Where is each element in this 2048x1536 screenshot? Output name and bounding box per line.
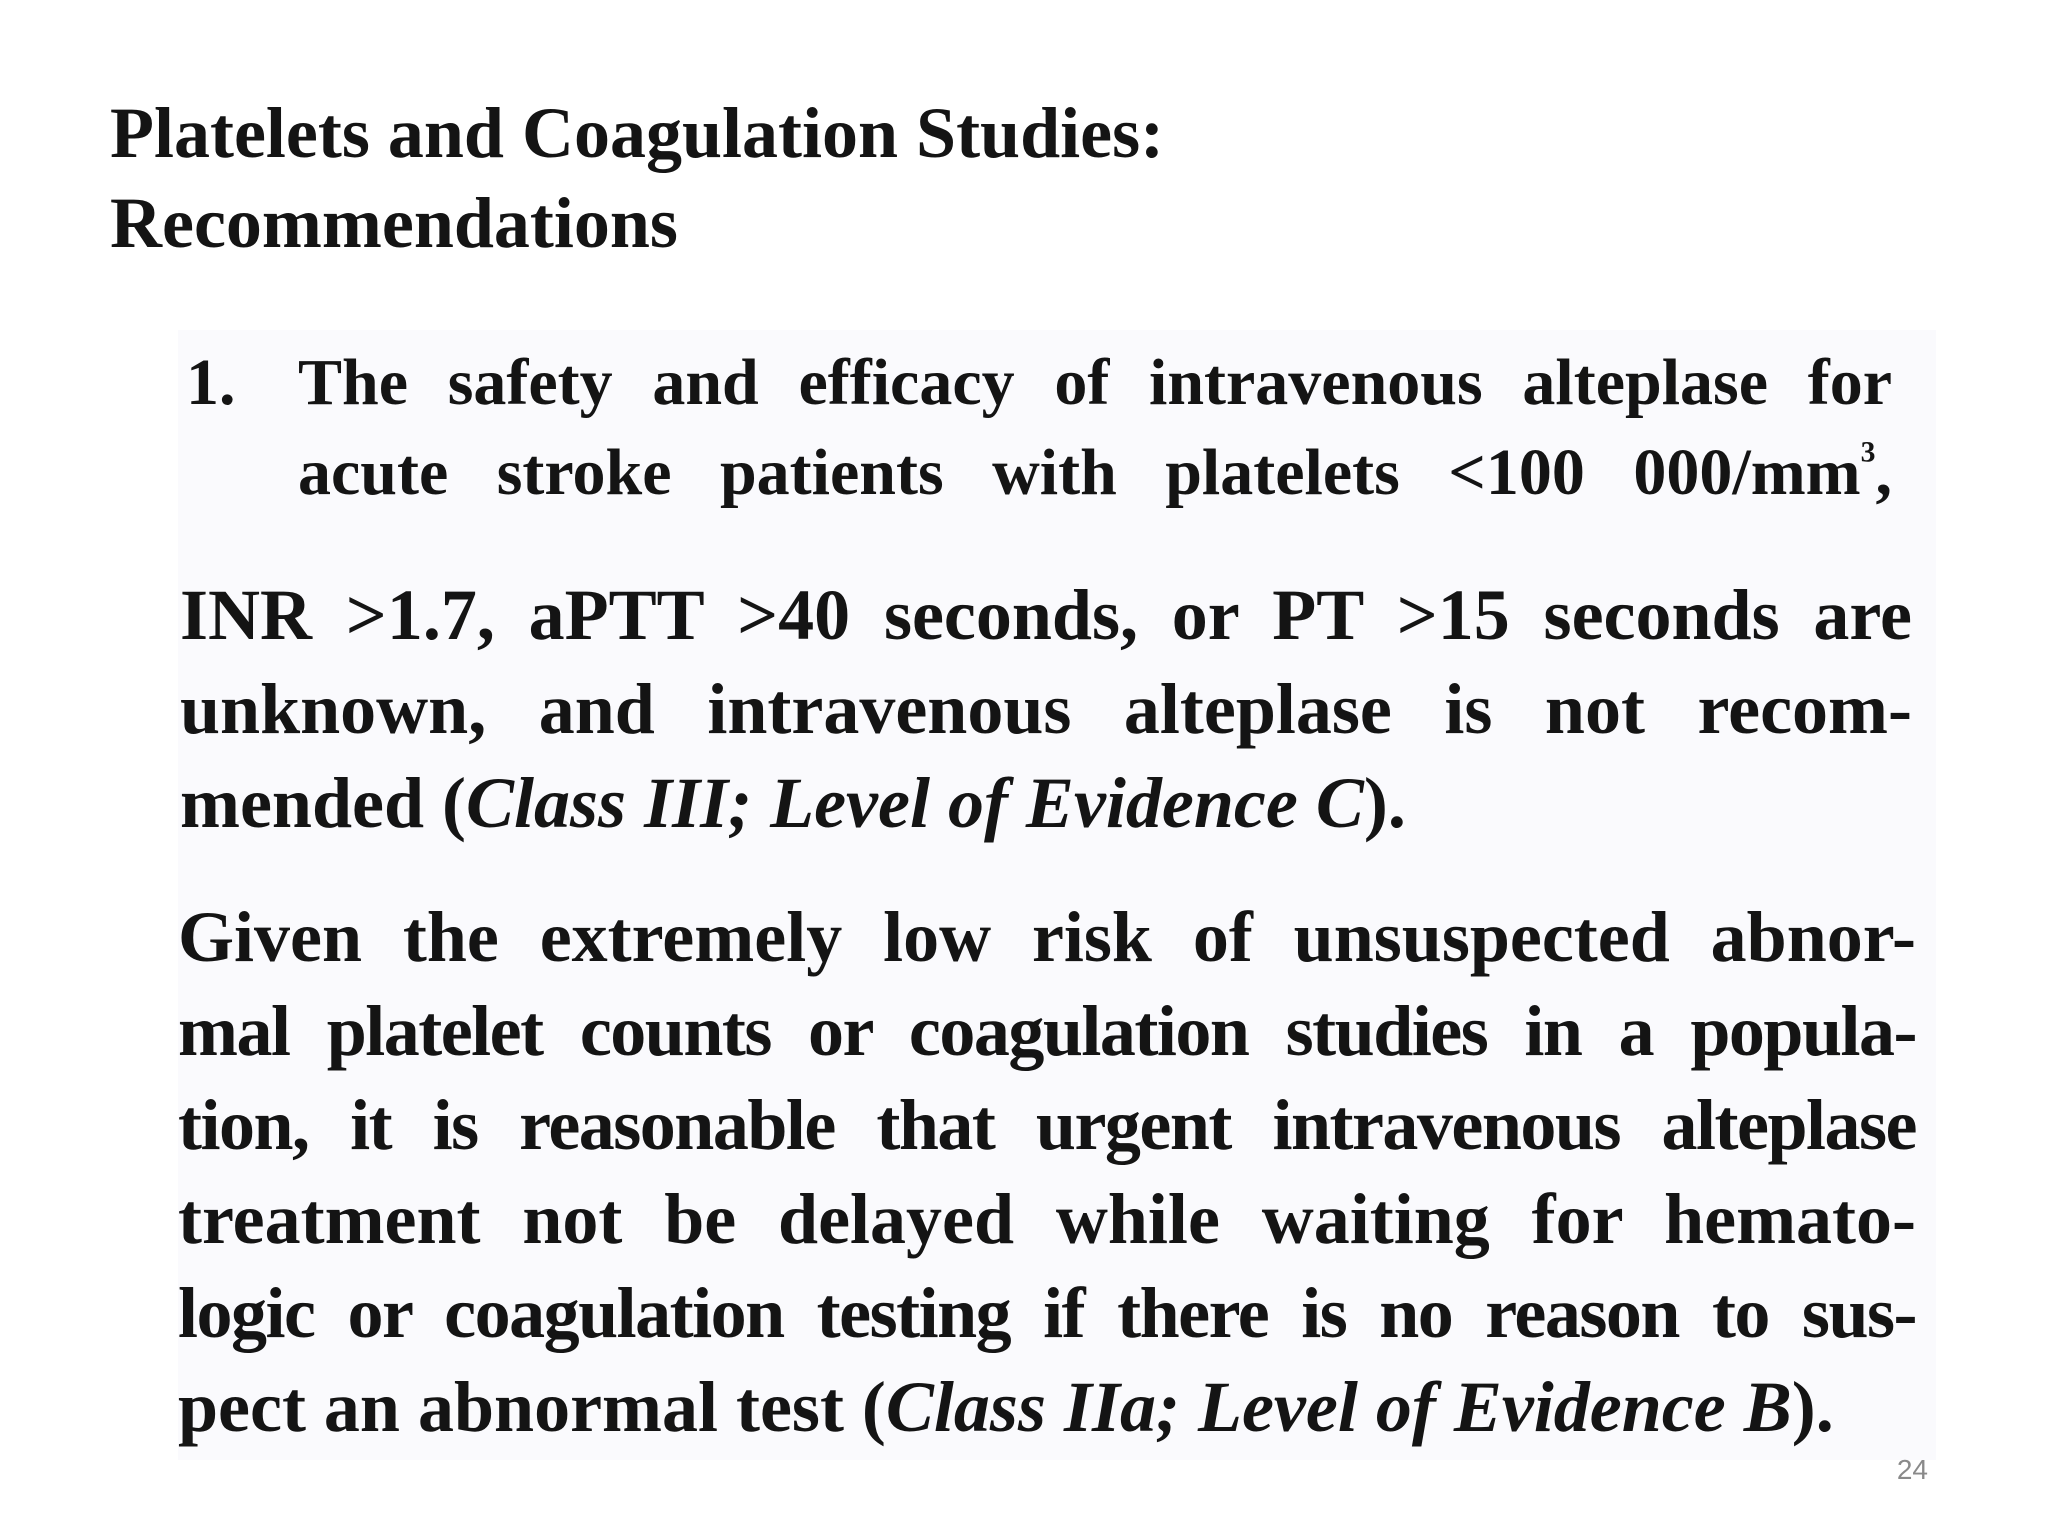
recommendation-line-1: The safety and efficacy of intravenous alteplase for (298, 346, 1892, 419)
slide-title-line-2: Recommendations (110, 183, 678, 263)
recommendation-text (298, 338, 1892, 518)
paragraph-2-line-6 (178, 1360, 1916, 1454)
page-number: 24 (1896, 1454, 1928, 1485)
paragraph-2-line-1: Given the extremely low risk of unsuspected abnor- (178, 897, 1916, 977)
paragraph-1-line-2: unknown, and intravenous alteplase is not recom- (180, 669, 1912, 749)
evidence-class-iii: Class III; Level of Evidence C (466, 763, 1364, 843)
paragraph-low-risk (178, 890, 1916, 1454)
paragraph-2-line-5: logic or coagulation testing if there is no reason to sus- (178, 1273, 1916, 1353)
superscript-3: 3 (1860, 436, 1876, 469)
recommendation-line-2-text: acute stroke patients with platelets <100 000/mm (298, 436, 1861, 509)
paragraph-2-line-4: treatment not be delayed while waiting for hemato- (178, 1179, 1916, 1259)
paragraph-1-line-1: INR >1.7, aPTT >40 seconds, or PT >15 seconds are (180, 575, 1912, 655)
paragraph-thresholds (180, 568, 1912, 850)
paragraph-2-line-3: tion, it is reasonable that urgent intravenous alteplase (178, 1085, 1916, 1165)
recommendation-line-2 (298, 428, 1892, 518)
evidence-class-iia: Class IIa; Level of Evidence B (885, 1367, 1792, 1447)
paragraph-2-line-6-text: pect an abnormal test ( (178, 1367, 886, 1447)
paragraph-1-line-3 (180, 756, 1912, 850)
slide-title (110, 88, 1164, 268)
slide-title-line-1: Platelets and Coagulation Studies: (110, 93, 1165, 173)
recommendation-number: 1. (186, 346, 236, 419)
paragraph-2-line-2: mal platelet counts or coagulation studies in a popula- (178, 991, 1916, 1071)
paragraph-2-line-6-end: ). (1791, 1367, 1834, 1447)
paragraph-1-line-3-text: mended ( (180, 763, 466, 843)
paragraph-1-line-3-end: ). (1363, 763, 1406, 843)
recommendation-line-2-comma: , (1875, 436, 1892, 509)
